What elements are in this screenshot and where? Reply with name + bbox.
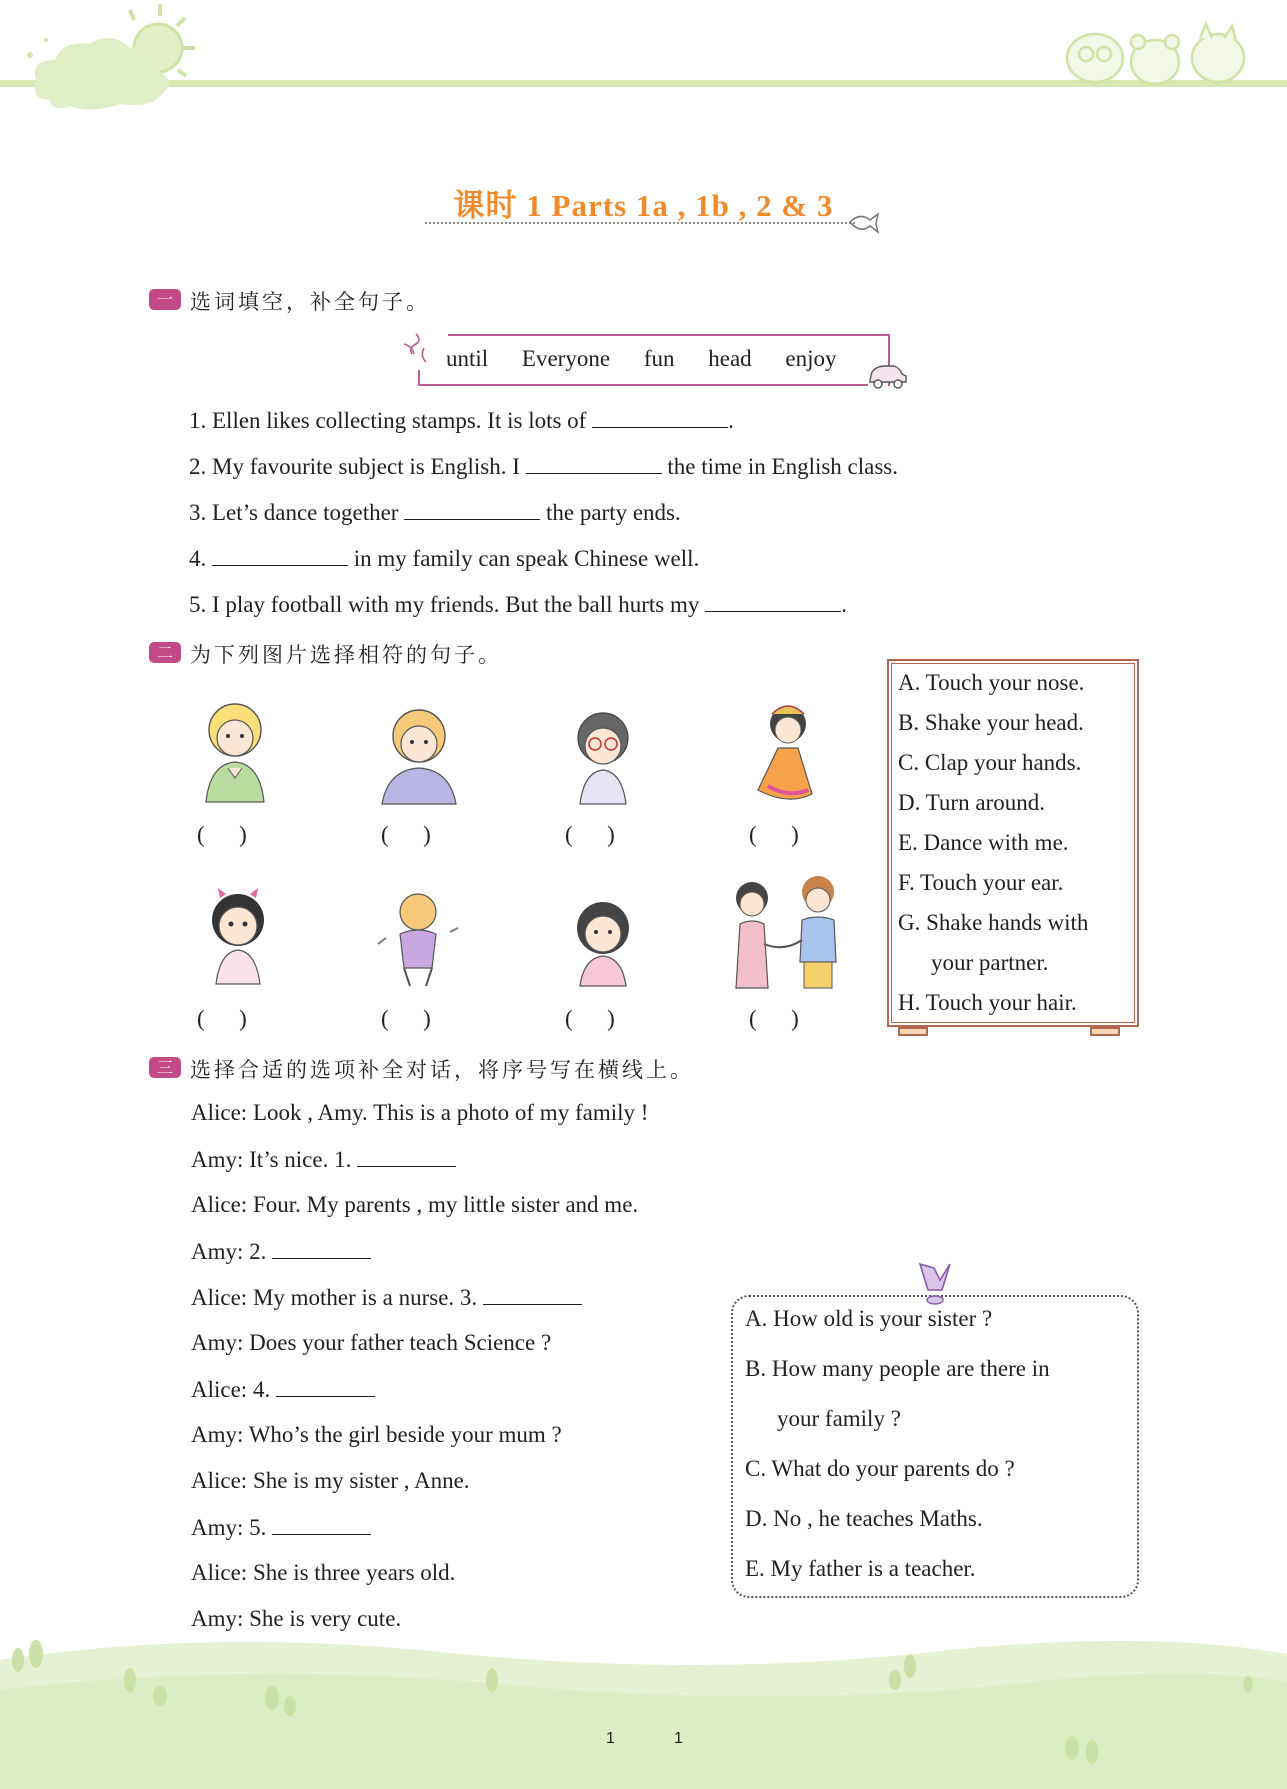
answer-blank[interactable] [212,545,348,566]
cloud-sun-decoration [0,0,200,120]
word-bank-item: until [446,346,489,371]
dialogue-line: Alice: Four. My parents , my little sister and me. [191,1192,639,1217]
answer-paren[interactable]: ( ) [381,822,431,847]
option-b: B. Shake your head. [898,710,1084,735]
fill-sentence-3: 3. Let’s dance together the party ends. [189,500,681,525]
dialogue-option-e: E. My father is a teacher. [745,1556,976,1581]
answer-paren[interactable]: ( ) [381,1006,431,1031]
dialogue-line: Amy: She is very cute. [191,1606,402,1631]
answer-paren[interactable]: ( ) [565,822,615,847]
fill-sentence-5: 5. I play football with my friends. But the ball hurts my . [189,592,847,617]
option-a: A. Touch your nose. [898,670,1085,695]
title-underline [425,222,855,224]
dialogue-line: Amy: 2. [191,1238,371,1265]
dialogue-option-b-continued: your family ? [777,1406,901,1431]
picture-girl-clapping [190,690,280,805]
dialogue-option-a: A. How old is your sister ? [745,1306,993,1331]
answer-blank[interactable] [592,407,728,428]
car-icon [866,360,910,390]
word-bank-bottom-border [418,384,868,386]
answer-blank[interactable] [483,1284,582,1305]
page-title: 课时 1 Parts 1a , 1b , 2 & 3 [453,188,834,223]
picture-boy-turning [370,888,466,988]
fill-sentence-4: 4. in my family can speak Chinese well. [189,546,700,571]
picture-girl-dancing [738,694,838,806]
dialogue-line: Amy: Who’s the girl beside your mum ? [191,1422,562,1447]
dialogue-option-d: D. No , he teaches Maths. [745,1506,983,1531]
word-bank-top-border [448,334,890,336]
word-bank-item: Everyone [521,346,611,371]
option-c: C. Clap your hands. [898,750,1082,775]
answer-blank[interactable] [357,1146,456,1167]
page-number-left: 1 [606,1730,615,1747]
dialogue-option-b: B. How many people are there in [745,1356,1050,1381]
dialogue-line: Alice: She is three years old. [191,1560,456,1585]
answer-blank[interactable] [272,1514,371,1535]
dialogue-options-box [731,1295,1139,1598]
board-leg-left [898,1027,928,1036]
fish-icon [848,210,880,234]
dialogue-line: Alice: 4. [191,1376,375,1403]
answer-paren[interactable]: ( ) [197,822,247,847]
word-bank-item: fun [643,346,675,371]
fill-sentence-1: 1. Ellen likes collecting stamps. It is lots of . [189,408,734,433]
answer-blank[interactable] [276,1376,375,1397]
green-hills-footer [0,1620,1287,1789]
option-g-continued: your partner. [931,950,1049,975]
picture-boy-touching-ear [374,700,464,805]
picture-boy-glasses [558,700,648,805]
section-1-icon: 一 [149,289,181,310]
dialogue-line: Amy: 5. [191,1514,371,1541]
picture-shaking-hands [720,872,850,990]
answer-blank[interactable] [705,591,841,612]
board-leg-right [1090,1027,1120,1036]
answer-paren[interactable]: ( ) [197,1006,247,1031]
section-3-instruction: 选择合适的选项补全对话，将序号写在横线上。 [190,1058,694,1082]
dialogue-line: Amy: It’s nice. 1. [191,1146,456,1173]
option-e: E. Dance with me. [898,830,1069,855]
dialogue-line: Alice: Look , Amy. This is a photo of my family ! [191,1100,649,1125]
answer-paren[interactable]: ( ) [565,1006,615,1031]
dialogue-line: Amy: Does your father teach Science ? [191,1330,552,1355]
picture-girl-touching-hair [562,892,644,987]
picture-girl-touching-nose [196,880,280,985]
answer-paren[interactable]: ( ) [749,822,799,847]
option-g: G. Shake hands with [898,910,1089,935]
section-2-instruction: 为下列图片选择相符的句子。 [190,643,502,667]
fill-sentence-2: 2. My favourite subject is English. I the time in English class. [189,454,899,479]
answer-blank[interactable] [272,1238,371,1259]
dialogue-line: Alice: She is my sister , Anne. [191,1468,470,1493]
section-1-instruction: 选词填空，补全句子。 [190,290,430,314]
dialogue-option-c: C. What do your parents do ? [745,1456,1015,1481]
page-number-right: 1 [674,1730,683,1747]
animal-faces-decoration [1060,18,1260,88]
answer-blank[interactable] [526,453,662,474]
option-d: D. Turn around. [898,790,1045,815]
option-f: F. Touch your ear. [898,870,1064,895]
dialogue-line: Alice: My mother is a nurse. 3. [191,1284,582,1311]
pin-icon [914,1260,954,1308]
word-bank [418,346,890,372]
option-h: H. Touch your hair. [898,990,1077,1015]
answer-blank[interactable] [404,499,540,520]
section-2-icon: 二 [149,642,181,663]
section-3-icon: 三 [149,1057,181,1078]
word-bank-item: head [708,346,752,371]
answer-paren[interactable]: ( ) [749,1006,799,1031]
word-bank-item: enjoy [785,346,837,371]
